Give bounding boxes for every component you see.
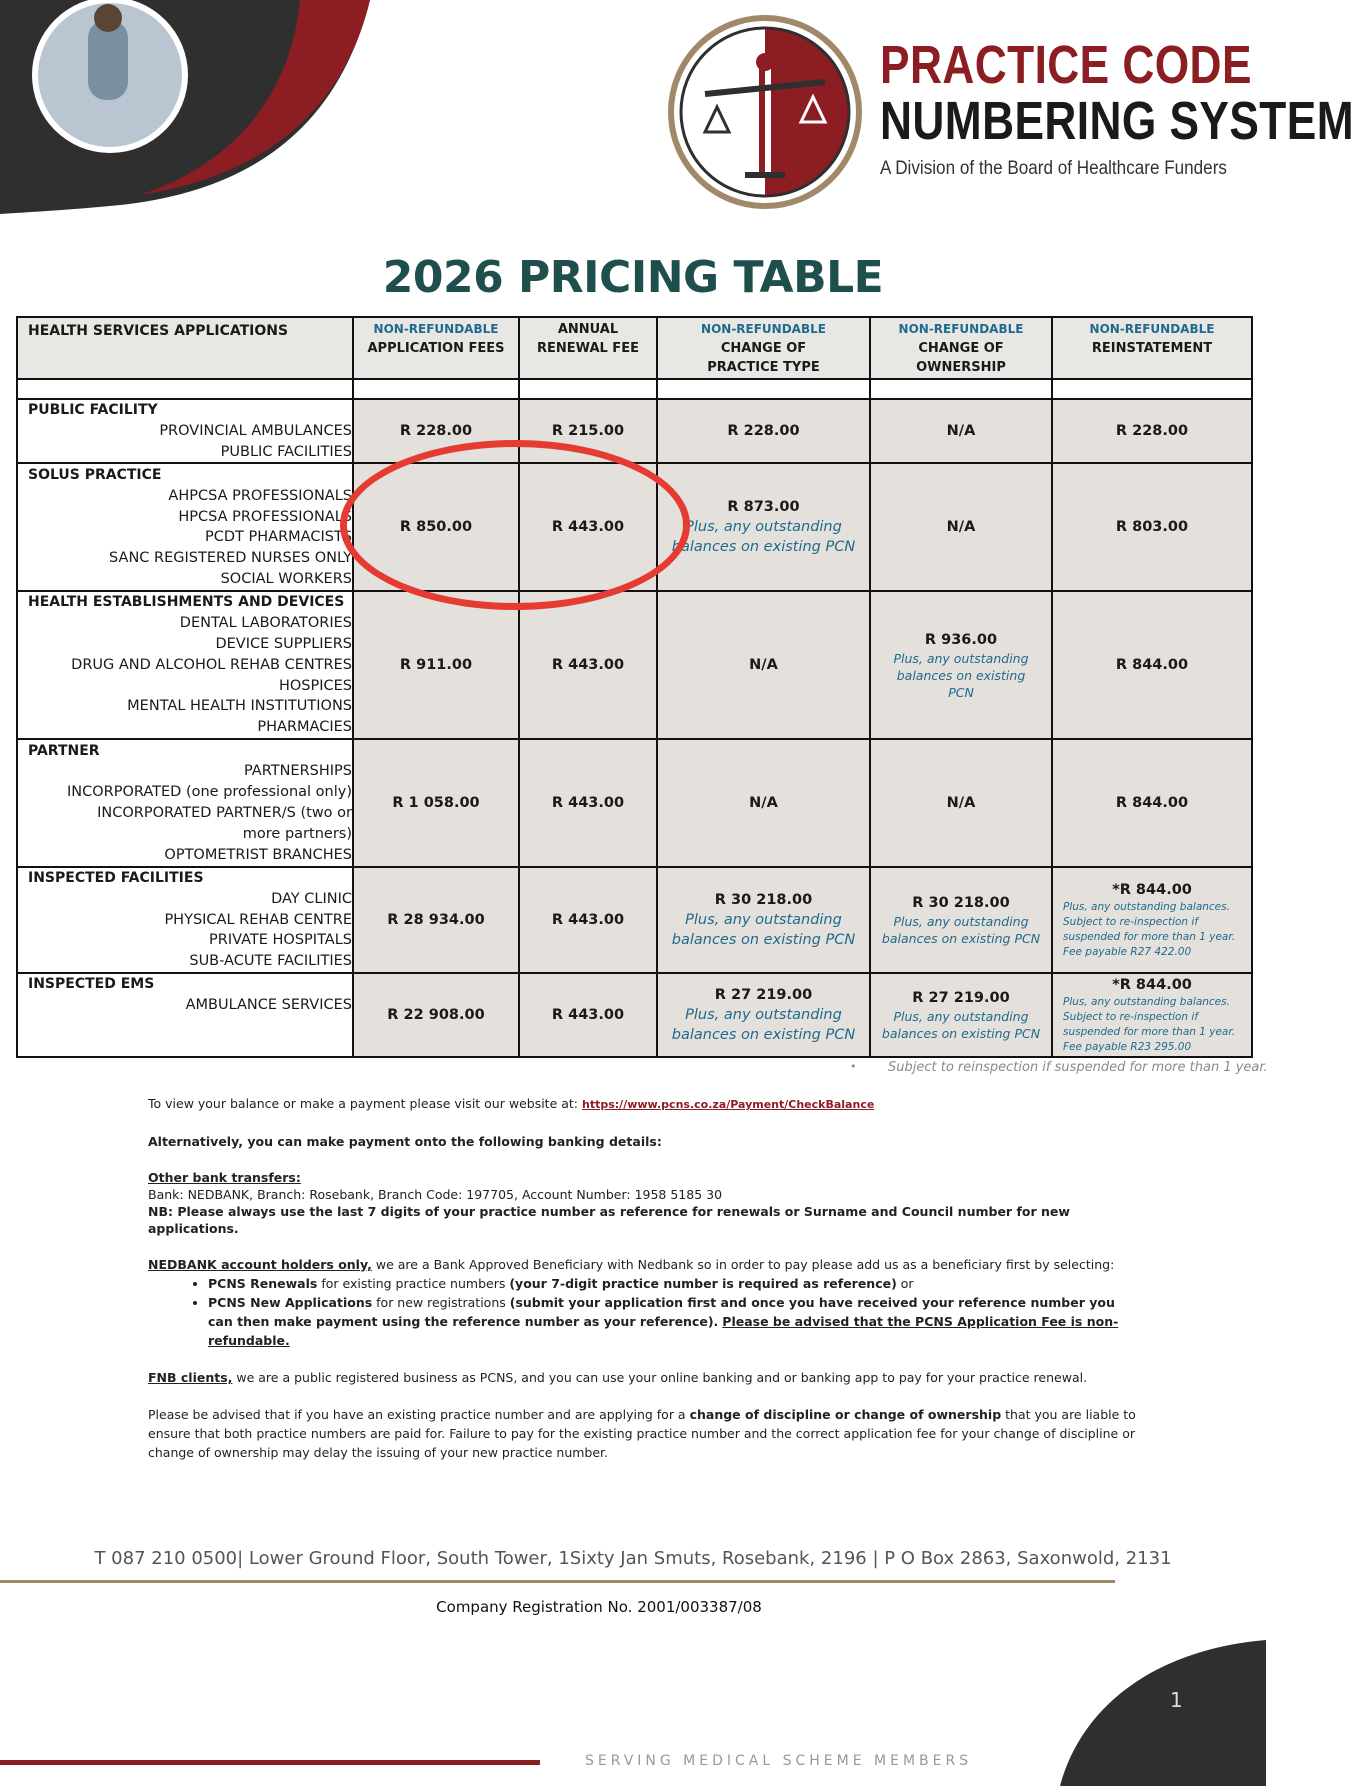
category-cell	[17, 973, 353, 1057]
change-type-fee: R 27 219.00 Plus, any outstanding balances on existing PCN	[657, 973, 870, 1057]
fnb-paragraph: FNB clients, we are a public registered business as PCNS, and you can use your online banking and or banking app to pay for your practice renewal.	[148, 1370, 1088, 1385]
col-header-services: HEALTH SERVICES APPLICATIONS	[17, 317, 353, 379]
renewal-fee: R 443.00	[519, 463, 657, 591]
category-cell	[17, 463, 353, 591]
application-fee: R 850.00	[353, 463, 519, 591]
brand-title-line2: NUMBERING SYSTEM	[880, 91, 1354, 151]
reinstatement-fee: R 844.00	[1052, 591, 1252, 739]
reinstatement-fee: *R 844.00 Plus, any outstanding balances. Subject to re-inspection if suspended for more than 1 year. Fee payable R23 295.00	[1052, 973, 1252, 1057]
table-spacer-row	[17, 379, 1252, 399]
footer-tagline: SERVING MEDICAL SCHEME MEMBERS	[585, 1753, 973, 1769]
category-item: AHPCSA PROFESSIONALS	[168, 487, 352, 504]
payment-info	[148, 1094, 1138, 1480]
category-title: PARTNER	[28, 742, 100, 759]
category-item: PUBLIC FACILITIES	[220, 443, 352, 460]
change-owner-fee: N/A	[870, 399, 1052, 463]
bottom-accent-bar	[0, 1760, 540, 1765]
category-item: PCDT PHARMACISTS	[205, 529, 352, 546]
reinstatement-fee: R 803.00	[1052, 463, 1252, 591]
renewal-fee: R 443.00	[519, 973, 657, 1057]
reinstatement-fee: R 844.00	[1052, 739, 1252, 867]
change-owner-fee: R 936.00 Plus, any outstanding balances on existing PCN	[870, 591, 1052, 739]
change-owner-fee: N/A	[870, 739, 1052, 867]
category-item: AMBULANCE SERVICES	[185, 996, 352, 1013]
category-item: PRIVATE HOSPITALS	[209, 932, 352, 949]
company-registration: Company Registration No. 2001/003387/08	[436, 1598, 762, 1616]
category-item: INCORPORATED (one professional only)	[66, 784, 352, 801]
reference-note: NB: Please always use the last 7 digits of your practice number as reference for renewals or Surname and Council number for new applications.	[148, 1204, 1070, 1236]
corner-decoration	[0, 0, 380, 220]
category-title: HEALTH ESTABLISHMENTS AND DEVICES	[28, 594, 345, 611]
footer-divider	[0, 1580, 1115, 1583]
fee-note: Plus, any outstanding balances on existing PCN	[881, 1008, 1041, 1041]
fee-note: Plus, any outstanding balances on existing PCN	[881, 913, 1041, 946]
category-item: SANC REGISTERED NURSES ONLY	[109, 550, 352, 567]
col-header-reinstatement: NON-REFUNDABLE REINSTATEMENT	[1052, 317, 1252, 379]
table-row	[17, 463, 1252, 591]
table-row	[17, 867, 1252, 973]
change-owner-fee: R 30 218.00 Plus, any outstanding balances on existing PCN	[870, 867, 1052, 973]
list-item: • PCNS New Applications for new registrations (submit your application first and once you have received your reference number you can then make payment using the reference number as your reference). Please be advised that the PCNS Application Fee is non-refundable.	[208, 1293, 1138, 1350]
page-title: 2026 PRICING TABLE	[382, 252, 884, 303]
category-cell	[17, 591, 353, 739]
table-header-row	[17, 317, 1252, 379]
col-header-renewal: ANNUAL RENEWAL FEE	[519, 317, 657, 379]
nedbank-paragraph: NEDBANK account holders only, we are a Bank Approved Beneficiary with Nedbank so in order to pay please add us as a beneficiary first by selecting: • PCNS Renewals for existing practice numbers (your 7-digit practice number is required as reference) or • PCNS New Applications for new registrations (submit your application first and once you have received your reference number you can then make payment using the reference number as your reference). Please be advised that the PCNS Application Fee is non-refundable.	[148, 1255, 1138, 1350]
fee-note: Plus, any outstanding balances. Subject to re-inspection if suspended for more than 1 year. Fee payable R23 295.00	[1063, 995, 1236, 1053]
bank-details: Bank: NEDBANK, Branch: Rosebank, Branch Code: 197705, Account Number: 1958 5185 30	[148, 1187, 723, 1202]
brand-title-line1: PRACTICE CODE	[880, 35, 1252, 95]
category-item: MENTAL HEALTH INSTITUTIONS	[127, 698, 352, 715]
fee-note: Plus, any outstanding balances on existing PCN	[893, 650, 1029, 700]
other-bank-paragraph	[148, 1169, 1138, 1237]
category-cell	[17, 399, 353, 463]
category-cell	[17, 867, 353, 973]
footnote-bullet: •	[850, 1060, 857, 1073]
table-row	[17, 399, 1252, 463]
category-item: PROVINCIAL AMBULANCES	[159, 422, 352, 439]
balance-paragraph: To view your balance or make a payment please visit our website at: https://www.pcns.co.za/Payment/CheckBalance	[148, 1096, 875, 1111]
col-header-application: NON-REFUNDABLE APPLICATION FEES	[353, 317, 519, 379]
category-title: INSPECTED EMS	[28, 975, 155, 992]
fee-note: Plus, any outstanding balances. Subject to re-inspection if suspended for more than 1 year. Fee payable R27 422.00	[1063, 900, 1236, 958]
change-owner-fee: N/A	[870, 463, 1052, 591]
table-row	[17, 739, 1252, 867]
application-fee: R 228.00	[353, 399, 519, 463]
change-type-fee: R 228.00	[657, 399, 870, 463]
category-title: SOLUS PRACTICE	[28, 467, 162, 483]
category-title: INSPECTED FACILITIES	[28, 869, 204, 886]
category-item: SUB-ACUTE FACILITIES	[189, 953, 352, 970]
category-item: OPTOMETRIST BRANCHES	[164, 846, 352, 863]
application-fee: R 28 934.00	[353, 867, 519, 973]
renewal-fee: R 443.00	[519, 739, 657, 867]
category-item: DENTAL LABORATORIES	[179, 615, 352, 632]
category-item: DAY CLINIC	[271, 890, 352, 907]
fee-note: Plus, any outstanding balances on existing PCN	[671, 1006, 856, 1043]
change-type-fee: R 873.00 Plus, any outstanding balances on existing PCN	[657, 463, 870, 591]
fee-note: Plus, any outstanding balances on existing PCN	[671, 911, 856, 948]
category-item: HOSPICES	[278, 677, 352, 694]
application-fee: R 1 058.00	[353, 739, 519, 867]
category-item: PHARMACIES	[257, 719, 352, 736]
category-item: DRUG AND ALCOHOL REHAB CENTRES	[71, 656, 352, 673]
category-cell	[17, 739, 353, 867]
footer-contact: T 087 210 0500| Lower Ground Floor, South Tower, 1Sixty Jan Smuts, Rosebank, 2196 | P O Box 2863, Saxonwold, 2131	[94, 1548, 1172, 1569]
other-bank-heading: Other bank transfers:	[148, 1170, 301, 1185]
category-item: PHYSICAL REHAB CENTRE	[164, 911, 352, 928]
col-header-change-owner: NON-REFUNDABLE CHANGE OF OWNERSHIP	[870, 317, 1052, 379]
table-row	[17, 591, 1252, 739]
check-balance-link[interactable]: https://www.pcns.co.za/Payment/CheckBalance	[582, 1098, 875, 1111]
category-item: PARTNERSHIPS	[243, 763, 352, 780]
pricing-table	[16, 316, 1253, 1058]
renewal-fee: R 443.00	[519, 867, 657, 973]
category-item: DEVICE SUPPLIERS	[215, 635, 352, 652]
table-row	[17, 973, 1252, 1057]
advisory-paragraph: Please be advised that if you have an existing practice number and are applying for a change of discipline or change of ownership that you are liable to ensure that both practice numbers are paid for. Failure to pay for the existing practice number and the correct application fee for your change of discipline or change of ownership may delay the issuing of your new practice number.	[148, 1407, 1136, 1460]
change-type-fee: R 30 218.00 Plus, any outstanding balances on existing PCN	[657, 867, 870, 973]
renewal-fee: R 215.00	[519, 399, 657, 463]
scales-of-justice-icon	[665, 12, 865, 212]
category-item: SOCIAL WORKERS	[220, 570, 352, 587]
change-owner-fee: R 27 219.00 Plus, any outstanding balances on existing PCN	[870, 973, 1052, 1057]
brand-subtitle: A Division of the Board of Healthcare Funders	[880, 158, 1227, 179]
reinstatement-fee: *R 844.00 Plus, any outstanding balances. Subject to re-inspection if suspended for more than 1 year. Fee payable R27 422.00	[1052, 867, 1252, 973]
fee-note: Plus, any outstanding balances on existing PCN	[671, 519, 856, 556]
change-type-fee: N/A	[657, 739, 870, 867]
corner-decoration-bottom	[1060, 1640, 1266, 1786]
reinstatement-fee: R 228.00	[1052, 399, 1252, 463]
table-footnote: Subject to reinspection if suspended for more than 1 year.	[888, 1060, 1268, 1075]
application-fee: R 911.00	[353, 591, 519, 739]
alternatively-paragraph: Alternatively, you can make payment onto the following banking details:	[148, 1134, 662, 1149]
list-item: • PCNS Renewals for existing practice numbers (your 7-digit practice number is required as reference) or	[208, 1274, 1138, 1293]
col-header-change-type: NON-REFUNDABLE CHANGE OF PRACTICE TYPE	[657, 317, 870, 379]
category-item: INCORPORATED PARTNER/S (two or more partners)	[97, 804, 352, 842]
category-item: HPCSA PROFESSIONALS	[178, 508, 352, 525]
page-number: 1	[1170, 1688, 1183, 1712]
category-title: PUBLIC FACILITY	[28, 402, 158, 418]
brand-logo	[665, 12, 1354, 212]
change-type-fee: N/A	[657, 591, 870, 739]
renewal-fee: R 443.00	[519, 591, 657, 739]
application-fee: R 22 908.00	[353, 973, 519, 1057]
